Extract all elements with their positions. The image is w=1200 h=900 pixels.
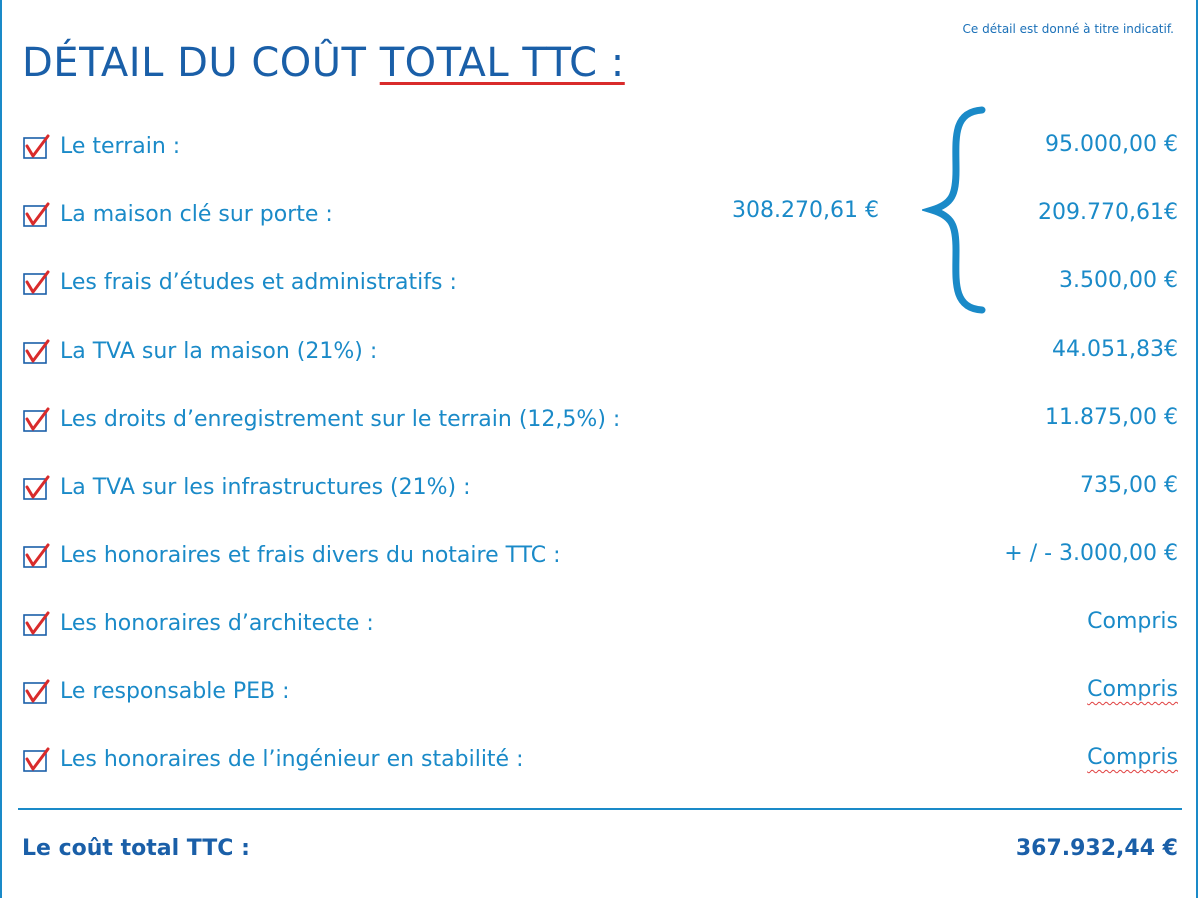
row-label: Les honoraires et frais divers du notaire TTC : bbox=[60, 543, 561, 568]
cost-row-tva-infrastructures bbox=[22, 471, 1178, 507]
checkmark-box-icon bbox=[22, 747, 52, 775]
title-part-2: TOTAL TTC : bbox=[379, 40, 625, 86]
cost-row-tva-maison bbox=[22, 335, 1178, 371]
row-label: La TVA sur la maison (21%) : bbox=[60, 339, 378, 364]
checkmark-box-icon bbox=[22, 475, 52, 503]
cost-row-ingenieur bbox=[22, 743, 1178, 779]
cost-row-terrain bbox=[22, 130, 1178, 166]
checkmark-box-icon bbox=[22, 202, 52, 230]
row-label: La TVA sur les infrastructures (21%) : bbox=[60, 475, 471, 500]
checkmark-box-icon bbox=[22, 134, 52, 162]
checkmark-box-icon bbox=[22, 611, 52, 639]
row-value: Compris bbox=[1087, 745, 1178, 770]
checkmark-box-icon bbox=[22, 339, 52, 367]
row-value: 3.500,00 € bbox=[1059, 268, 1178, 293]
checkmark-box-icon bbox=[22, 407, 52, 435]
row-label: La maison clé sur porte : bbox=[60, 202, 333, 227]
checkmark-box-icon bbox=[22, 679, 52, 707]
row-label: Les droits d’enregistrement sur le terrain (12,5%) : bbox=[60, 407, 621, 432]
checkmark-box-icon bbox=[22, 543, 52, 571]
row-label: Les honoraires d’architecte : bbox=[60, 611, 374, 636]
row-value: 209.770,61€ bbox=[1038, 200, 1178, 225]
row-label: Les frais d’études et administratifs : bbox=[60, 270, 457, 295]
row-label: Le terrain : bbox=[60, 134, 181, 159]
subtotal-value: 308.270,61 € bbox=[732, 198, 879, 223]
page-title bbox=[22, 40, 625, 86]
disclaimer-note: Ce détail est donné à titre indicatif. bbox=[962, 22, 1174, 36]
row-value: 735,00 € bbox=[1080, 473, 1178, 498]
row-value: + / - 3.000,00 € bbox=[1004, 541, 1178, 566]
checkmark-box-icon bbox=[22, 270, 52, 298]
row-value: 95.000,00 € bbox=[1045, 132, 1178, 157]
curly-brace-icon bbox=[922, 100, 992, 320]
row-value: 11.875,00 € bbox=[1045, 405, 1178, 430]
cost-row-maison bbox=[22, 198, 1178, 234]
cost-row-frais-etudes bbox=[22, 266, 1178, 302]
total-label: Le coût total TTC : bbox=[22, 836, 250, 861]
title-part-1: DÉTAIL DU COÛT bbox=[22, 40, 380, 86]
cost-row-peb bbox=[22, 675, 1178, 711]
cost-row-droits-enregistrement bbox=[22, 403, 1178, 439]
row-label: Le responsable PEB : bbox=[60, 679, 290, 704]
cost-row-notaire bbox=[22, 539, 1178, 575]
row-value: 44.051,83€ bbox=[1052, 337, 1178, 362]
row-value: Compris bbox=[1087, 677, 1178, 702]
cost-row-architecte bbox=[22, 607, 1178, 643]
total-divider bbox=[18, 808, 1182, 810]
total-value: 367.932,44 € bbox=[1015, 836, 1178, 861]
row-value: Compris bbox=[1087, 609, 1178, 634]
row-label: Les honoraires de l’ingénieur en stabilité : bbox=[60, 747, 524, 772]
